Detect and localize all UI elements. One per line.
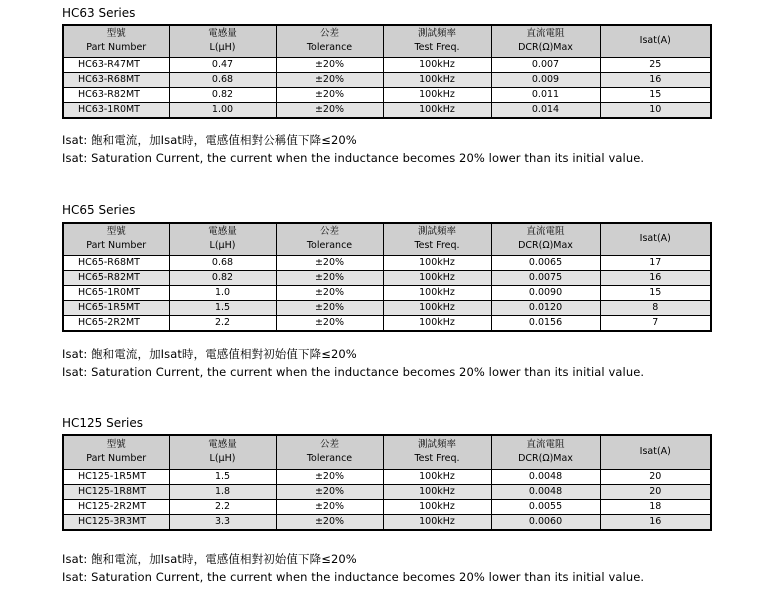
- header-tolerance: 公差 Tolerance: [276, 223, 383, 255]
- header-isat: Isat(A): [600, 223, 711, 255]
- cell-tolerance: ±20%: [276, 469, 383, 484]
- cell-dcr: 0.0075: [491, 270, 600, 285]
- cell-tolerance: ±20%: [276, 499, 383, 514]
- cell-inductance: 1.5: [169, 469, 276, 484]
- cell-test-freq: 100kHz: [383, 87, 491, 102]
- cell-part-number: HC125-3R3MT: [63, 514, 169, 530]
- cell-tolerance: ±20%: [276, 484, 383, 499]
- cell-tolerance: ±20%: [276, 255, 383, 270]
- section-title-hc65: HC65 Series: [62, 203, 136, 217]
- cell-test-freq: 100kHz: [383, 57, 491, 72]
- cell-tolerance: ±20%: [276, 285, 383, 300]
- cell-isat: 10: [600, 102, 711, 118]
- note-cn-hc65: Isat: 飽和電流，加Isat時，電感值相對初始值下降≤20%: [62, 347, 357, 361]
- cell-isat: 7: [600, 315, 711, 331]
- cell-tolerance: ±20%: [276, 87, 383, 102]
- cell-part-number: HC63-R47MT: [63, 57, 169, 72]
- cell-tolerance: ±20%: [276, 102, 383, 118]
- header-isat: Isat(A): [600, 435, 711, 469]
- header-tolerance: 公差 Tolerance: [276, 435, 383, 469]
- cell-inductance: 2.2: [169, 499, 276, 514]
- spec-table-hc63: [62, 24, 712, 119]
- header-inductance: 電感量 L(μH): [169, 25, 276, 57]
- cell-part-number: HC65-1R5MT: [63, 300, 169, 315]
- cell-isat: 25: [600, 57, 711, 72]
- table-row: [63, 270, 711, 285]
- cell-dcr: 0.009: [491, 72, 600, 87]
- note-en-hc63: Isat: Saturation Current, the current when the inductance becomes 20% lower than its initial value.: [62, 151, 645, 165]
- cell-part-number: HC125-2R2MT: [63, 499, 169, 514]
- section-title-hc125: HC125 Series: [62, 416, 144, 430]
- table-row: [63, 57, 711, 72]
- cell-isat: 8: [600, 300, 711, 315]
- header-dcr: 直流電阻 DCR(Ω)Max: [491, 25, 600, 57]
- table-row: [63, 484, 711, 499]
- cell-inductance: 1.8: [169, 484, 276, 499]
- cell-dcr: 0.0055: [491, 499, 600, 514]
- table-header-row: [63, 223, 711, 255]
- header-test-freq: 測試頻率 Test Freq.: [383, 223, 491, 255]
- cell-test-freq: 100kHz: [383, 499, 491, 514]
- cell-isat: 15: [600, 87, 711, 102]
- note-cn-hc125: Isat: 飽和電流，加Isat時，電感值相對初始值下降≤20%: [62, 552, 357, 566]
- cell-part-number: HC65-R82MT: [63, 270, 169, 285]
- cell-test-freq: 100kHz: [383, 315, 491, 331]
- cell-test-freq: 100kHz: [383, 285, 491, 300]
- cell-inductance: 1.0: [169, 285, 276, 300]
- header-part-number: 型號 Part Number: [63, 435, 169, 469]
- table-row: [63, 87, 711, 102]
- cell-test-freq: 100kHz: [383, 514, 491, 530]
- cell-inductance: 0.68: [169, 255, 276, 270]
- cell-inductance: 1.00: [169, 102, 276, 118]
- cell-inductance: 3.3: [169, 514, 276, 530]
- cell-isat: 20: [600, 484, 711, 499]
- cell-part-number: HC125-1R5MT: [63, 469, 169, 484]
- header-test-freq: 測試頻率 Test Freq.: [383, 25, 491, 57]
- table-row: [63, 102, 711, 118]
- table-row: [63, 255, 711, 270]
- cell-part-number: HC65-1R0MT: [63, 285, 169, 300]
- cell-part-number: HC63-1R0MT: [63, 102, 169, 118]
- header-part-number: 型號 Part Number: [63, 25, 169, 57]
- cell-test-freq: 100kHz: [383, 72, 491, 87]
- table-row: [63, 469, 711, 484]
- cell-dcr: 0.014: [491, 102, 600, 118]
- header-dcr: 直流電阻 DCR(Ω)Max: [491, 435, 600, 469]
- table-row: [63, 285, 711, 300]
- note-en-hc65: Isat: Saturation Current, the current when the inductance becomes 20% lower than its initial value.: [62, 365, 645, 379]
- cell-part-number: HC125-1R8MT: [63, 484, 169, 499]
- cell-inductance: 0.82: [169, 87, 276, 102]
- cell-test-freq: 100kHz: [383, 484, 491, 499]
- spec-table-hc125: [62, 434, 712, 531]
- cell-inductance: 0.68: [169, 72, 276, 87]
- cell-isat: 16: [600, 514, 711, 530]
- table-row: [63, 315, 711, 331]
- header-test-freq: 測試頻率 Test Freq.: [383, 435, 491, 469]
- header-isat: Isat(A): [600, 25, 711, 57]
- table-row: [63, 72, 711, 87]
- cell-part-number: HC65-R68MT: [63, 255, 169, 270]
- note-en-hc125: Isat: Saturation Current, the current when the inductance becomes 20% lower than its initial value.: [62, 570, 645, 584]
- cell-dcr: 0.0048: [491, 484, 600, 499]
- cell-isat: 16: [600, 270, 711, 285]
- cell-dcr: 0.0090: [491, 285, 600, 300]
- cell-dcr: 0.0065: [491, 255, 600, 270]
- cell-part-number: HC63-R82MT: [63, 87, 169, 102]
- cell-tolerance: ±20%: [276, 300, 383, 315]
- cell-tolerance: ±20%: [276, 514, 383, 530]
- header-dcr: 直流電阻 DCR(Ω)Max: [491, 223, 600, 255]
- cell-inductance: 2.2: [169, 315, 276, 331]
- table-header-row: [63, 25, 711, 57]
- cell-tolerance: ±20%: [276, 72, 383, 87]
- header-tolerance: 公差 Tolerance: [276, 25, 383, 57]
- table-row: [63, 300, 711, 315]
- spec-table-hc65: [62, 222, 712, 332]
- cell-inductance: 0.82: [169, 270, 276, 285]
- cell-dcr: 0.011: [491, 87, 600, 102]
- cell-inductance: 0.47: [169, 57, 276, 72]
- cell-test-freq: 100kHz: [383, 300, 491, 315]
- cell-test-freq: 100kHz: [383, 102, 491, 118]
- cell-tolerance: ±20%: [276, 57, 383, 72]
- cell-dcr: 0.0060: [491, 514, 600, 530]
- cell-dcr: 0.0120: [491, 300, 600, 315]
- cell-isat: 16: [600, 72, 711, 87]
- cell-test-freq: 100kHz: [383, 270, 491, 285]
- cell-part-number: HC63-R68MT: [63, 72, 169, 87]
- table-header-row: [63, 435, 711, 469]
- cell-isat: 15: [600, 285, 711, 300]
- cell-part-number: HC65-2R2MT: [63, 315, 169, 331]
- cell-dcr: 0.0156: [491, 315, 600, 331]
- table-row: [63, 499, 711, 514]
- cell-isat: 17: [600, 255, 711, 270]
- header-part-number: 型號 Part Number: [63, 223, 169, 255]
- table-row: [63, 514, 711, 530]
- cell-test-freq: 100kHz: [383, 255, 491, 270]
- note-cn-hc63: Isat: 飽和電流，加Isat時，電感值相對公稱值下降≤20%: [62, 133, 357, 147]
- cell-dcr: 0.0048: [491, 469, 600, 484]
- cell-tolerance: ±20%: [276, 270, 383, 285]
- header-inductance: 電感量 L(μH): [169, 223, 276, 255]
- cell-isat: 20: [600, 469, 711, 484]
- cell-isat: 18: [600, 499, 711, 514]
- cell-tolerance: ±20%: [276, 315, 383, 331]
- section-title-hc63: HC63 Series: [62, 6, 136, 20]
- cell-test-freq: 100kHz: [383, 469, 491, 484]
- cell-dcr: 0.007: [491, 57, 600, 72]
- header-inductance: 電感量 L(μH): [169, 435, 276, 469]
- cell-inductance: 1.5: [169, 300, 276, 315]
